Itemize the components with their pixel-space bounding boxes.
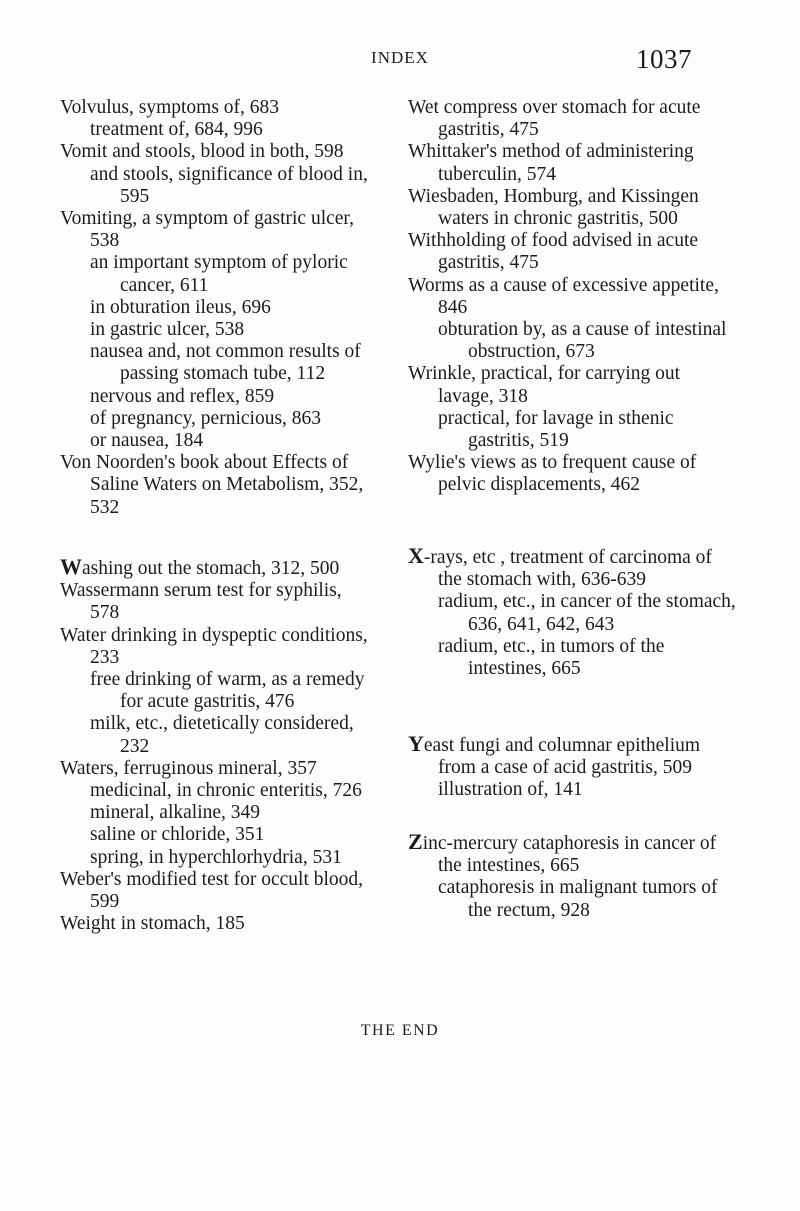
index-subentry: of pregnancy, pernicious, 863: [90, 407, 322, 429]
index-heading: [60, 556, 372, 580]
index-heading: [408, 97, 738, 141]
index-heading: [408, 230, 738, 274]
block-x: [408, 545, 738, 680]
index-heading: [408, 452, 738, 496]
index-entry: [408, 452, 738, 496]
index-heading-text: east fungi and columnar epithelium from a case of acid gastritis, 509: [423, 735, 701, 779]
index-heading-text: Waters, ferruginous mineral, 357: [60, 757, 317, 779]
index-entry: [408, 230, 738, 274]
index-subentry: radium, etc., in cancer of the stomach, 636, 641, 642, 643: [438, 591, 736, 635]
index-heading: [60, 758, 372, 780]
index-entry: [60, 556, 372, 580]
index-heading: [408, 363, 738, 407]
index-subentry: treatment of, 684, 996: [90, 119, 263, 141]
index-heading-text: Volvulus, symptoms of, 683: [60, 97, 280, 118]
block-w-left: [60, 556, 372, 935]
index-heading: [60, 625, 372, 669]
index-entry: [60, 913, 372, 935]
page-number: 1037: [636, 44, 692, 74]
index-entry: [408, 545, 738, 680]
index-subentry: obturation by, as a cause of intestinal obstruction, 673: [438, 319, 727, 363]
index-heading: [408, 831, 738, 877]
index-heading: [408, 141, 738, 185]
index-entry: [408, 97, 738, 141]
running-head: INDEX: [371, 48, 429, 67]
index-heading-text: Weber's modified test for occult blood, 599: [60, 868, 364, 913]
index-subentry: free drinking of warm, as a remedy for acute gastritis, 476: [90, 669, 365, 713]
letter-initial: X: [408, 543, 424, 568]
index-heading: [60, 452, 372, 519]
index-heading-text: Wylie's views as to frequent cause of pelvic displacements, 462: [408, 452, 697, 496]
index-entry: [60, 208, 372, 452]
block-y: [408, 733, 738, 802]
index-heading-text: Worms as a cause of excessive appetite, 846: [408, 274, 719, 318]
index-subentry: or nausea, 184: [90, 430, 204, 452]
index-heading: [60, 97, 372, 119]
index-heading: [408, 545, 738, 591]
index-heading-text: Withholding of food advised in acute gastritis, 475: [408, 230, 699, 274]
index-entry: [408, 141, 738, 185]
index-entry: [60, 141, 372, 208]
index-heading-text: Wassermann serum test for syphilis, 578: [60, 580, 342, 624]
index-heading-text: Water drinking in dyspeptic conditions, 233: [60, 624, 368, 668]
index-subentry: mineral, alkaline, 349: [90, 802, 261, 824]
index-subentry: radium, etc., in tumors of the intestines, 665: [438, 635, 665, 680]
index-heading-text: Wet compress over stomach for acute gastritis, 475: [408, 97, 701, 141]
index-heading: [60, 580, 372, 624]
index-entry: [60, 452, 372, 519]
index-heading: [408, 186, 738, 230]
index-subentry: illustration of, 141: [438, 779, 583, 801]
index-subentry: practical, for lavage in sthenic gastritis, 519: [438, 407, 674, 452]
index-subentry: spring, in hyperchlorhydria, 531: [90, 846, 342, 868]
index-heading-text: Von Noorden's book about Effects of Saline Waters on Metabolism, 352, 532: [60, 452, 364, 518]
the-end-label: THE END: [360, 1022, 440, 1039]
index-heading: [60, 869, 372, 913]
index-entry: [60, 758, 372, 869]
index-entry: [60, 580, 372, 624]
index-heading: [60, 208, 372, 252]
index-heading-text: inc-mercury cataphoresis in cancer of the intestines, 665: [422, 833, 717, 877]
index-entry: [60, 97, 372, 141]
letter-initial: Z: [408, 829, 423, 854]
block-w-right: [408, 97, 738, 497]
index-subentry: nervous and reflex, 859: [90, 385, 275, 407]
index-heading-text: Vomit and stools, blood in both, 598: [60, 141, 344, 163]
index-subentry: medicinal, in chronic enteritis, 726: [90, 780, 362, 802]
index-heading-text: Whittaker's method of administering tuberculin, 574: [408, 141, 694, 185]
letter-initial: Y: [408, 731, 424, 756]
index-subentry: saline or chloride, 351: [90, 824, 265, 846]
block-z: [408, 831, 738, 922]
index-heading: [408, 733, 738, 779]
letter-initial: W: [60, 554, 82, 579]
index-subentry: in obturation ileus, 696: [90, 296, 271, 318]
index-subentry: and stools, significance of blood in, 595: [90, 163, 368, 207]
index-heading: [408, 275, 738, 319]
index-subentry: in gastric ulcer, 538: [90, 319, 245, 341]
index-subentry: an important symptom of pyloric cancer, 611: [90, 252, 348, 296]
index-entry: [60, 869, 372, 913]
index-entry: [408, 831, 738, 922]
index-entry: [408, 186, 738, 230]
index-entry: [408, 275, 738, 364]
block-v: [60, 97, 372, 519]
index-heading: [60, 913, 372, 935]
index-heading-text: Weight in stomach, 185: [60, 913, 245, 935]
index-subentry: nausea and, not common results of passing stomach tube, 112: [90, 341, 361, 385]
index-entry: [60, 625, 372, 758]
index-heading-text: Wiesbaden, Homburg, and Kissingen waters in chronic gastritis, 500: [408, 185, 699, 230]
index-heading: [60, 141, 372, 163]
index-entry: [408, 363, 738, 452]
index-heading-text: -rays, etc , treatment of carcinoma of the stomach with, 636-639: [423, 547, 712, 591]
index-subentry: milk, etc., dietetically considered, 232: [90, 713, 354, 757]
index-subentry: cataphoresis in malignant tumors of the rectum, 928: [438, 877, 718, 921]
index-heading-text: Wrinkle, practical, for carrying out lavage, 318: [408, 363, 681, 407]
index-entry: [408, 733, 738, 802]
index-heading-text: ashing out the stomach, 312, 500: [82, 558, 340, 579]
index-heading-text: Vomiting, a symptom of gastric ulcer, 538: [60, 208, 355, 252]
